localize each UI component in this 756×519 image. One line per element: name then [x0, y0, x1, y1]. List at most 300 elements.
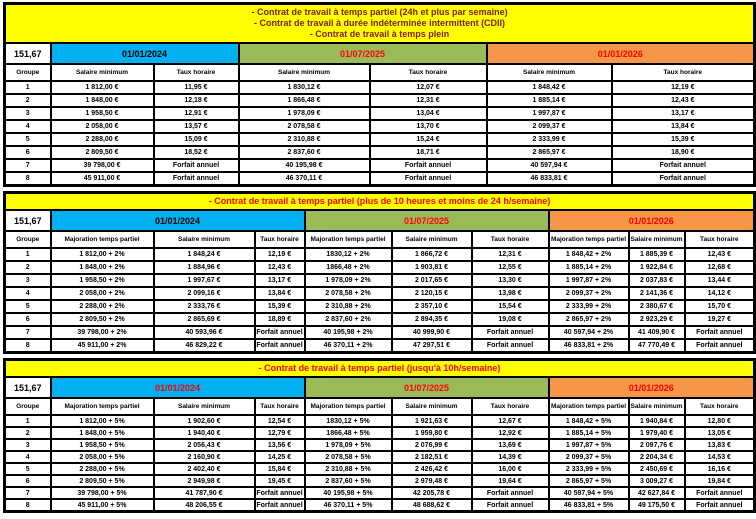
group-column-header: Groupe: [5, 64, 51, 81]
cell-majoration-temps-partiel: 2 310,88 + 5%: [305, 463, 392, 475]
group-column-header: Groupe: [5, 398, 51, 415]
table-row: [5, 427, 755, 439]
cell-majoration-temps-partiel: 1 848,42 + 2%: [549, 248, 629, 261]
cell-taux-horaire: 12,43 €: [255, 261, 305, 274]
table-row: [5, 146, 755, 159]
cell-salaire-minimum: 1 866,48 €: [239, 94, 370, 107]
cell-taux-horaire: 15,39 €: [612, 133, 755, 146]
column-header: Majoration temps partiel: [305, 398, 392, 415]
cell-salaire-minimum: 46 829,22 €: [154, 339, 255, 353]
cell-taux-horaire: 13,83 €: [685, 439, 755, 451]
column-header: Taux horaire: [255, 231, 305, 248]
date-header-row: [5, 377, 755, 398]
date-header-01-01-2024: 01/01/2024: [51, 210, 305, 231]
table-row: [5, 172, 755, 186]
cell-taux-horaire: Forfait annuel: [472, 499, 549, 512]
table-row: [5, 287, 755, 300]
cell-majoration-temps-partiel: 1 885,14 + 5%: [549, 427, 629, 439]
group-cell: 6: [5, 475, 51, 487]
group-cell: 2: [5, 261, 51, 274]
group-cell: 5: [5, 133, 51, 146]
cell-salaire-minimum: 39 798,00 €: [51, 159, 154, 172]
cell-salaire-minimum: 2 288,00 €: [51, 133, 154, 146]
group-cell: 5: [5, 300, 51, 313]
column-header: Majoration temps partiel: [549, 398, 629, 415]
cell-taux-horaire: 13,17 €: [255, 274, 305, 287]
cell-majoration-temps-partiel: 1 812,00 + 2%: [51, 248, 154, 261]
cell-majoration-temps-partiel: 1 978,09 + 2%: [305, 274, 392, 287]
cell-salaire-minimum: 2 380,67 €: [629, 300, 685, 313]
cell-majoration-temps-partiel: 2 078,58 + 2%: [305, 287, 392, 300]
cell-majoration-temps-partiel: 40 597,94 + 2%: [549, 326, 629, 339]
cell-salaire-minimum: 2 160,90 €: [154, 451, 255, 463]
cell-majoration-temps-partiel: 46 370,11 + 5%: [305, 499, 392, 512]
cell-taux-horaire: Forfait annuel: [154, 159, 239, 172]
cell-taux-horaire: 14,25 €: [255, 451, 305, 463]
group-cell: 7: [5, 326, 51, 339]
cell-majoration-temps-partiel: 1 997,87 + 5%: [549, 439, 629, 451]
cell-majoration-temps-partiel: 2 333,99 + 5%: [549, 463, 629, 475]
cell-salaire-minimum: 48 206,55 €: [154, 499, 255, 512]
cell-taux-horaire: 18,71 €: [370, 146, 487, 159]
banner-row: [5, 193, 755, 211]
column-header: Taux horaire: [370, 64, 487, 81]
column-header: Taux horaire: [685, 398, 755, 415]
cell-salaire-minimum: 2 182,51 €: [392, 451, 472, 463]
table-contrat-temps-partiel-10-24h: [3, 191, 753, 354]
cell-taux-horaire: 12,43 €: [685, 248, 755, 261]
cell-taux-horaire: 13,05 €: [685, 427, 755, 439]
cell-taux-horaire: 13,17 €: [612, 107, 755, 120]
cell-taux-horaire: 18,89 €: [255, 313, 305, 326]
cell-salaire-minimum: 1 848,24 €: [154, 248, 255, 261]
cell-taux-horaire: 12,55 €: [472, 261, 549, 274]
cell-taux-horaire: Forfait annuel: [612, 159, 755, 172]
table-row: [5, 94, 755, 107]
group-cell: 4: [5, 120, 51, 133]
cell-salaire-minimum: 1 848,00 €: [51, 94, 154, 107]
cell-salaire-minimum: 45 911,00 €: [51, 172, 154, 186]
group-cell: 1: [5, 81, 51, 94]
cell-taux-horaire: 19,27 €: [685, 313, 755, 326]
cell-majoration-temps-partiel: 1 997,87 + 2%: [549, 274, 629, 287]
cell-taux-horaire: 15,54 €: [472, 300, 549, 313]
cell-taux-horaire: 15,39 €: [255, 300, 305, 313]
cell-taux-horaire: Forfait annuel: [370, 159, 487, 172]
cell-salaire-minimum: 46 370,11 €: [239, 172, 370, 186]
table-row: [5, 451, 755, 463]
monthly-hours-reference: 151,67: [5, 210, 51, 231]
table-banner: [5, 193, 755, 211]
cell-majoration-temps-partiel: 1 848,00 + 2%: [51, 261, 154, 274]
cell-salaire-minimum: 1 978,09 €: [239, 107, 370, 120]
cell-majoration-temps-partiel: 2 058,00 + 5%: [51, 451, 154, 463]
cell-majoration-temps-partiel: 1830,12 + 5%: [305, 415, 392, 427]
cell-salaire-minimum: 2 333,76 €: [154, 300, 255, 313]
cell-salaire-minimum: 3 009,27 €: [629, 475, 685, 487]
cell-taux-horaire: 19,64 €: [472, 475, 549, 487]
cell-majoration-temps-partiel: 2 288,00 + 5%: [51, 463, 154, 475]
table-row: [5, 415, 755, 427]
cell-taux-horaire: Forfait annuel: [472, 339, 549, 353]
cell-salaire-minimum: 1 940,40 €: [154, 427, 255, 439]
cell-salaire-minimum: 1 866,72 €: [392, 248, 472, 261]
cell-majoration-temps-partiel: 46 833,81 + 2%: [549, 339, 629, 353]
table-row: [5, 300, 755, 313]
date-header-01-07-2025: 01/07/2025: [305, 377, 549, 398]
group-cell: 6: [5, 146, 51, 159]
table-row: [5, 463, 755, 475]
cell-salaire-minimum: 1 903,81 €: [392, 261, 472, 274]
date-header-01-07-2025: 01/07/2025: [239, 43, 487, 64]
column-header: Salaire minimum: [487, 64, 612, 81]
cell-majoration-temps-partiel: 40 195,98 + 2%: [305, 326, 392, 339]
cell-salaire-minimum: 40 195,98 €: [239, 159, 370, 172]
column-header: Taux horaire: [472, 398, 549, 415]
table-row: [5, 475, 755, 487]
table-row: [5, 261, 755, 274]
cell-majoration-temps-partiel: 46 833,81 + 5%: [549, 499, 629, 512]
column-header: Taux horaire: [472, 231, 549, 248]
cell-salaire-minimum: 1 958,50 €: [51, 107, 154, 120]
cell-taux-horaire: 13,04 €: [370, 107, 487, 120]
cell-taux-horaire: 18,52 €: [154, 146, 239, 159]
cell-taux-horaire: 14,39 €: [472, 451, 549, 463]
table-row: [5, 439, 755, 451]
column-header-row: [5, 398, 755, 415]
cell-taux-horaire: 12,07 €: [370, 81, 487, 94]
cell-taux-horaire: 12,92 €: [472, 427, 549, 439]
date-header-01-07-2025: 01/07/2025: [305, 210, 549, 231]
group-cell: 3: [5, 274, 51, 287]
column-header: Majoration temps partiel: [51, 398, 154, 415]
cell-majoration-temps-partiel: 1866,48 + 5%: [305, 427, 392, 439]
table-row: [5, 313, 755, 326]
column-header: Taux horaire: [255, 398, 305, 415]
date-header-01-01-2026: 01/01/2026: [549, 377, 755, 398]
cell-taux-horaire: 12,80 €: [685, 415, 755, 427]
cell-salaire-minimum: 1 959,80 €: [392, 427, 472, 439]
group-column-header: Groupe: [5, 231, 51, 248]
cell-salaire-minimum: 40 597,94 €: [487, 159, 612, 172]
cell-taux-horaire: 14,12 €: [685, 287, 755, 300]
cell-majoration-temps-partiel: 2 099,37 + 2%: [549, 287, 629, 300]
cell-taux-horaire: 12,43 €: [612, 94, 755, 107]
cell-taux-horaire: 13,56 €: [255, 439, 305, 451]
date-header-01-01-2026: 01/01/2026: [549, 210, 755, 231]
cell-taux-horaire: Forfait annuel: [685, 487, 755, 499]
date-header-row: [5, 43, 755, 64]
group-cell: 7: [5, 487, 51, 499]
cell-salaire-minimum: 2 923,29 €: [629, 313, 685, 326]
cell-taux-horaire: Forfait annuel: [154, 172, 239, 186]
cell-salaire-minimum: 2 426,42 €: [392, 463, 472, 475]
cell-taux-horaire: 13,70 €: [370, 120, 487, 133]
group-cell: 4: [5, 287, 51, 300]
cell-taux-horaire: 12,91 €: [154, 107, 239, 120]
cell-taux-horaire: 13,44 €: [685, 274, 755, 287]
column-header: Majoration temps partiel: [305, 231, 392, 248]
salary-table: [3, 191, 756, 354]
cell-majoration-temps-partiel: 1830,12 + 2%: [305, 248, 392, 261]
cell-taux-horaire: Forfait annuel: [370, 172, 487, 186]
cell-salaire-minimum: 47 297,51 €: [392, 339, 472, 353]
cell-taux-horaire: Forfait annuel: [685, 339, 755, 353]
cell-salaire-minimum: 1 848,42 €: [487, 81, 612, 94]
banner-line: - Contrat de travail à temps partiel (24h et plus par semaine): [251, 7, 508, 17]
cell-taux-horaire: 19,84 €: [685, 475, 755, 487]
cell-salaire-minimum: 1 979,40 €: [629, 427, 685, 439]
column-header: Salaire minimum: [629, 398, 685, 415]
cell-salaire-minimum: 42 627,84 €: [629, 487, 685, 499]
table-row: [5, 159, 755, 172]
cell-salaire-minimum: 49 175,50 €: [629, 499, 685, 512]
cell-majoration-temps-partiel: 1 848,42 + 5%: [549, 415, 629, 427]
cell-salaire-minimum: 40 593,96 €: [154, 326, 255, 339]
cell-salaire-minimum: 1 902,60 €: [154, 415, 255, 427]
column-header: Majoration temps partiel: [51, 231, 154, 248]
cell-salaire-minimum: 2 809,50 €: [51, 146, 154, 159]
column-header: Salaire minimum: [629, 231, 685, 248]
cell-majoration-temps-partiel: 2 099,37 + 5%: [549, 451, 629, 463]
cell-taux-horaire: Forfait annuel: [612, 172, 755, 186]
cell-salaire-minimum: 2 357,10 €: [392, 300, 472, 313]
cell-taux-horaire: Forfait annuel: [685, 326, 755, 339]
table-row: [5, 339, 755, 353]
cell-salaire-minimum: 42 205,78 €: [392, 487, 472, 499]
column-header: Salaire minimum: [154, 231, 255, 248]
cell-salaire-minimum: 2 058,00 €: [51, 120, 154, 133]
cell-salaire-minimum: 2 949,98 €: [154, 475, 255, 487]
cell-majoration-temps-partiel: 1 958,50 + 5%: [51, 439, 154, 451]
column-header: Salaire minimum: [392, 231, 472, 248]
monthly-hours-reference: 151,67: [5, 377, 51, 398]
cell-taux-horaire: 13,84 €: [612, 120, 755, 133]
group-cell: 8: [5, 499, 51, 512]
cell-taux-horaire: 16,00 €: [472, 463, 549, 475]
column-header: Salaire minimum: [239, 64, 370, 81]
cell-salaire-minimum: 1 921,63 €: [392, 415, 472, 427]
date-header-01-01-2024: 01/01/2024: [51, 43, 239, 64]
banner-line: - Contrat de travail à temps partiel (jusqu'à 10h/semaine): [258, 363, 501, 373]
cell-taux-horaire: 15,09 €: [154, 133, 239, 146]
cell-salaire-minimum: 2 837,60 €: [239, 146, 370, 159]
cell-taux-horaire: 15,70 €: [685, 300, 755, 313]
cell-salaire-minimum: 2 979,48 €: [392, 475, 472, 487]
group-cell: 1: [5, 248, 51, 261]
cell-taux-horaire: 12,79 €: [255, 427, 305, 439]
table-row: [5, 487, 755, 499]
column-header-row: [5, 231, 755, 248]
group-cell: 7: [5, 159, 51, 172]
cell-taux-horaire: 12,31 €: [472, 248, 549, 261]
table-banner: [5, 360, 755, 378]
table-row: [5, 133, 755, 146]
monthly-hours-reference: 151,67: [5, 43, 51, 64]
salary-table: [3, 358, 756, 513]
cell-majoration-temps-partiel: 1 812,00 + 5%: [51, 415, 154, 427]
cell-salaire-minimum: 47 770,49 €: [629, 339, 685, 353]
cell-majoration-temps-partiel: 45 911,00 + 2%: [51, 339, 154, 353]
cell-taux-horaire: 12,19 €: [612, 81, 755, 94]
column-header: Salaire minimum: [392, 398, 472, 415]
cell-salaire-minimum: 1 885,39 €: [629, 248, 685, 261]
cell-taux-horaire: Forfait annuel: [255, 339, 305, 353]
cell-salaire-minimum: 2 333,99 €: [487, 133, 612, 146]
cell-salaire-minimum: 41 787,90 €: [154, 487, 255, 499]
cell-taux-horaire: 12,54 €: [255, 415, 305, 427]
cell-salaire-minimum: 2 099,37 €: [487, 120, 612, 133]
cell-taux-horaire: 16,16 €: [685, 463, 755, 475]
cell-majoration-temps-partiel: 2 837,60 + 2%: [305, 313, 392, 326]
cell-salaire-minimum: 2 037,83 €: [629, 274, 685, 287]
cell-salaire-minimum: 2 056,43 €: [154, 439, 255, 451]
cell-taux-horaire: 19,08 €: [472, 313, 549, 326]
group-cell: 1: [5, 415, 51, 427]
cell-salaire-minimum: 2 097,76 €: [629, 439, 685, 451]
cell-taux-horaire: 13,98 €: [472, 287, 549, 300]
cell-salaire-minimum: 2 120,15 €: [392, 287, 472, 300]
table-row: [5, 120, 755, 133]
banner-line: - Contrat de travail à durée indéterminée intermittent (CDII): [254, 18, 506, 28]
cell-salaire-minimum: 2 017,65 €: [392, 274, 472, 287]
cell-taux-horaire: Forfait annuel: [255, 326, 305, 339]
column-header: Taux horaire: [685, 231, 755, 248]
cell-salaire-minimum: 2 204,34 €: [629, 451, 685, 463]
banner-row: [5, 4, 755, 44]
table-contrat-temps-plein: [3, 2, 753, 187]
cell-salaire-minimum: 2 865,97 €: [487, 146, 612, 159]
cell-majoration-temps-partiel: 1866,48 + 2%: [305, 261, 392, 274]
cell-majoration-temps-partiel: 1 885,14 + 2%: [549, 261, 629, 274]
cell-taux-horaire: 15,24 €: [370, 133, 487, 146]
cell-salaire-minimum: 1 922,84 €: [629, 261, 685, 274]
group-cell: 2: [5, 427, 51, 439]
cell-majoration-temps-partiel: 40 597,94 + 5%: [549, 487, 629, 499]
cell-salaire-minimum: 41 409,90 €: [629, 326, 685, 339]
column-header: Salaire minimum: [51, 64, 154, 81]
cell-majoration-temps-partiel: 2 865,97 + 5%: [549, 475, 629, 487]
cell-taux-horaire: 12,68 €: [685, 261, 755, 274]
cell-salaire-minimum: 2 865,69 €: [154, 313, 255, 326]
table-banner: [5, 4, 755, 44]
cell-salaire-minimum: 48 688,62 €: [392, 499, 472, 512]
cell-salaire-minimum: 2 402,40 €: [154, 463, 255, 475]
cell-majoration-temps-partiel: 2 288,00 + 2%: [51, 300, 154, 313]
cell-taux-horaire: Forfait annuel: [685, 499, 755, 512]
cell-salaire-minimum: 40 999,90 €: [392, 326, 472, 339]
cell-taux-horaire: Forfait annuel: [255, 487, 305, 499]
cell-salaire-minimum: 2 078,58 €: [239, 120, 370, 133]
salary-table: [3, 2, 756, 187]
date-header-01-01-2026: 01/01/2026: [487, 43, 755, 64]
cell-salaire-minimum: 1 940,84 €: [629, 415, 685, 427]
cell-majoration-temps-partiel: 39 798,00 + 5%: [51, 487, 154, 499]
cell-taux-horaire: 13,84 €: [255, 287, 305, 300]
table-row: [5, 326, 755, 339]
cell-salaire-minimum: 2 141,36 €: [629, 287, 685, 300]
cell-majoration-temps-partiel: 2 058,00 + 2%: [51, 287, 154, 300]
cell-majoration-temps-partiel: 2 865,97 + 2%: [549, 313, 629, 326]
cell-taux-horaire: 13,30 €: [472, 274, 549, 287]
cell-majoration-temps-partiel: 2 809,50 + 5%: [51, 475, 154, 487]
cell-taux-horaire: 15,84 €: [255, 463, 305, 475]
cell-salaire-minimum: 1 830,12 €: [239, 81, 370, 94]
cell-majoration-temps-partiel: 1 848,00 + 5%: [51, 427, 154, 439]
cell-taux-horaire: 19,45 €: [255, 475, 305, 487]
cell-taux-horaire: 18,90 €: [612, 146, 755, 159]
cell-majoration-temps-partiel: 2 333,99 + 2%: [549, 300, 629, 313]
cell-taux-horaire: Forfait annuel: [255, 499, 305, 512]
cell-majoration-temps-partiel: 39 798,00 + 2%: [51, 326, 154, 339]
group-cell: 8: [5, 339, 51, 353]
group-cell: 5: [5, 463, 51, 475]
cell-majoration-temps-partiel: 40 195,98 + 5%: [305, 487, 392, 499]
cell-salaire-minimum: 46 833,81 €: [487, 172, 612, 186]
group-cell: 6: [5, 313, 51, 326]
cell-taux-horaire: 12,19 €: [255, 248, 305, 261]
group-cell: 3: [5, 439, 51, 451]
cell-salaire-minimum: 2 310,88 €: [239, 133, 370, 146]
date-header-row: [5, 210, 755, 231]
cell-majoration-temps-partiel: 2 809,50 + 2%: [51, 313, 154, 326]
banner-line: - Contrat de travail à temps plein: [309, 29, 450, 39]
cell-majoration-temps-partiel: 1 978,09 + 5%: [305, 439, 392, 451]
cell-taux-horaire: 11,95 €: [154, 81, 239, 94]
table-row: [5, 274, 755, 287]
group-cell: 2: [5, 94, 51, 107]
table-row: [5, 248, 755, 261]
cell-taux-horaire: 12,67 €: [472, 415, 549, 427]
cell-taux-horaire: 12,31 €: [370, 94, 487, 107]
group-cell: 8: [5, 172, 51, 186]
cell-salaire-minimum: 2 076,99 €: [392, 439, 472, 451]
date-header-01-01-2024: 01/01/2024: [51, 377, 305, 398]
cell-majoration-temps-partiel: 1 958,50 + 2%: [51, 274, 154, 287]
banner-line: - Contrat de travail à temps partiel (plus de 10 heures et moins de 24 h/semaine): [208, 196, 551, 206]
cell-majoration-temps-partiel: 2 310,88 + 2%: [305, 300, 392, 313]
column-header: Taux horaire: [612, 64, 755, 81]
table-row: [5, 499, 755, 512]
banner-row: [5, 360, 755, 378]
cell-majoration-temps-partiel: 2 837,60 + 5%: [305, 475, 392, 487]
cell-majoration-temps-partiel: 46 370,11 + 2%: [305, 339, 392, 353]
column-header: Salaire minimum: [154, 398, 255, 415]
table-row: [5, 107, 755, 120]
cell-taux-horaire: Forfait annuel: [472, 487, 549, 499]
group-cell: 4: [5, 451, 51, 463]
cell-salaire-minimum: 2 450,69 €: [629, 463, 685, 475]
column-header: Taux horaire: [154, 64, 239, 81]
cell-salaire-minimum: 2 099,16 €: [154, 287, 255, 300]
column-header-row: [5, 64, 755, 81]
cell-taux-horaire: Forfait annuel: [472, 326, 549, 339]
cell-salaire-minimum: 1 997,67 €: [154, 274, 255, 287]
cell-salaire-minimum: 1 997,87 €: [487, 107, 612, 120]
cell-taux-horaire: 13,69 €: [472, 439, 549, 451]
group-cell: 3: [5, 107, 51, 120]
cell-taux-horaire: 14,53 €: [685, 451, 755, 463]
table-contrat-temps-partiel-jusqua-10h: [3, 358, 753, 513]
cell-salaire-minimum: 1 885,14 €: [487, 94, 612, 107]
cell-taux-horaire: 13,57 €: [154, 120, 239, 133]
cell-majoration-temps-partiel: 2 078,58 + 5%: [305, 451, 392, 463]
cell-taux-horaire: 12,18 €: [154, 94, 239, 107]
cell-majoration-temps-partiel: 45 911,00 + 5%: [51, 499, 154, 512]
cell-salaire-minimum: 1 884,96 €: [154, 261, 255, 274]
column-header: Majoration temps partiel: [549, 231, 629, 248]
cell-salaire-minimum: 2 894,35 €: [392, 313, 472, 326]
